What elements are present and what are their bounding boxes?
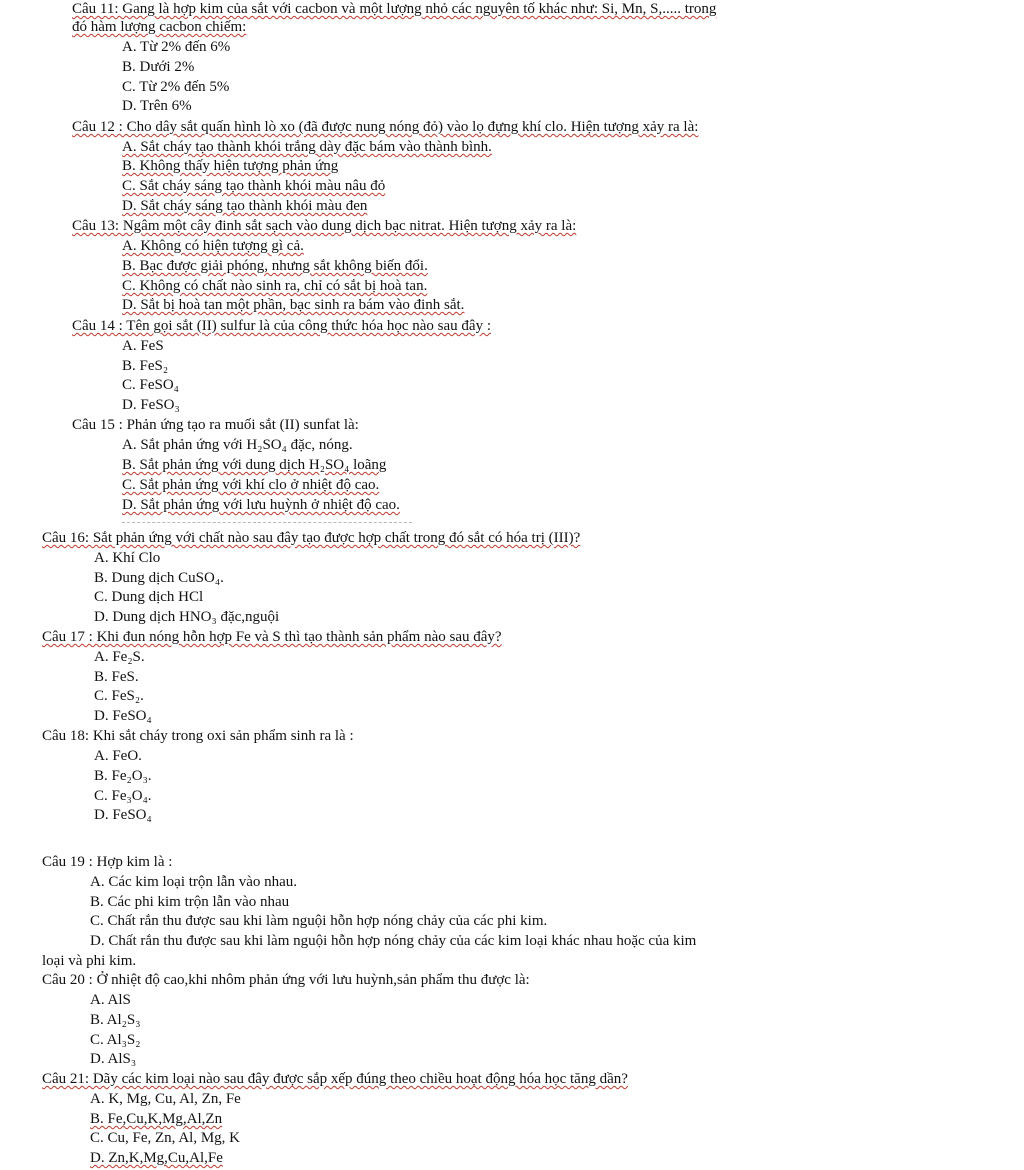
question-11-option-d: D. Trên 6% [122,98,192,114]
question-15-option-d: D. Sắt phản ứng với lưu huỳnh ở nhiệt độ cao. [122,497,400,513]
question-11-option-c: C. Từ 2% đến 5% [122,79,230,95]
question-18-option-b: B. Fe₂O₃. [94,768,152,784]
question-21-option-c: C. Cu, Fe, Zn, Al, Mg, K [90,1130,241,1146]
question-19-text: Câu 19 : Hợp kim là : [42,854,173,870]
question-16-option-c: C. Dung dịch HCl [94,589,204,605]
question-13-option-b: B. Bạc được giải phóng, nhưng sắt không biến đổi. [122,258,428,274]
question-12-option-b: B. Không thấy hiện tượng phản ứng [122,158,339,174]
question-12-text: Câu 12 : Cho dây sắt quấn hình lò xo (đã được nung nóng đỏ) vào lọ đựng khí clo. Hiện tượng xảy ra là: [72,119,699,135]
question-12-option-d: D. Sắt cháy sáng tạo thành khói màu đen [122,198,368,214]
question-21-option-b: B. Fe,Cu,K,Mg,Al,Zn [90,1111,223,1127]
question-17-option-a: A. Fe₂S. [94,649,145,665]
question-18-text: Câu 18: Khi sắt cháy trong oxi sản phẩm sinh ra là : [42,728,354,744]
question-21-option-d: D. Zn,K,Mg,Cu,Al,Fe [90,1150,223,1166]
question-15-option-b: B. Sắt phản ứng với dung dịch H₂SO₄ loãng [122,457,387,473]
question-19-option-c: C. Chất rắn thu được sau khi làm nguội hỗn hợp nóng chảy của các phi kim. [90,913,548,929]
question-19-option-d: D. Chất rắn thu được sau khi làm nguội hỗn hợp nóng chảy của các kim loại khác nhau hoặc của kim [90,933,697,949]
question-18-option-c: C. Fe₃O₄. [94,788,152,804]
question-16-option-d: D. Dung dịch HNO₃ đặc,nguội [94,609,280,625]
question-19-option-a: A. Các kim loại trộn lẫn vào nhau. [90,874,298,890]
question-14-option-c: C. FeSO₄ [122,377,179,393]
question-15-option-a: A. Sắt phản ứng với H₂SO₄ đặc, nóng. [122,437,353,453]
question-20-option-b: B. Al₂S₃ [90,1012,141,1028]
question-13-option-a: A. Không có hiện tượng gì cả. [122,238,304,254]
question-17-option-c: C. FeS₂. [94,688,144,704]
question-15-text: Câu 15 : Phản ứng tạo ra muối sắt (II) sunfat là: [72,417,359,433]
question-20-text: Câu 20 : Ở nhiệt độ cao,khi nhôm phản ứng với lưu huỳnh,sản phẩm thu được là: [42,972,530,988]
question-14-option-d: D. FeSO₃ [122,397,180,413]
question-11-text-cont: đó hàm lượng cacbon chiếm: [72,19,247,35]
question-17-option-d: D. FeSO₄ [94,708,152,724]
question-19-option-b: B. Các phi kim trộn lẫn vào nhau [90,894,290,910]
question-14-option-a: A. FeS [122,338,164,354]
question-11-option-a: A. Từ 2% đến 6% [122,39,231,55]
question-12-option-a: A. Sắt cháy tạo thành khói trắng dày đặc bám vào thành bình. [122,139,492,155]
question-15-option-c: C. Sắt phản ứng với khí clo ở nhiệt độ cao. [122,477,380,493]
question-13-text: Câu 13: Ngâm một cây đinh sắt sạch vào dung dịch bạc nitrat. Hiện tượng xảy ra là: [72,218,577,234]
question-21-option-a: A. K, Mg, Cu, Al, Zn, Fe [90,1091,241,1107]
question-16-option-a: A. Khí Clo [94,550,161,566]
question-14-option-b: B. FeS₂ [122,358,169,374]
question-16-text: Câu 16: Sắt phản ứng với chất nào sau đây tạo được hợp chất trong đó sắt có hóa trị (III)? [42,530,581,546]
divider [122,522,412,523]
question-17-option-b: B. FeS. [94,669,139,685]
question-21-text: Câu 21: Dãy các kim loại nào sau đây được sắp xếp đúng theo chiều hoạt động hóa học tăng dần? [42,1071,628,1087]
question-18-option-a: A. FeO. [94,748,142,764]
question-16-option-b: B. Dung dịch CuSO₄. [94,570,224,586]
question-14-text: Câu 14 : Tên gọi sắt (II) sulfur là của công thức hóa học nào sau đây : [72,318,491,334]
question-13-option-c: C. Không có chất nào sinh ra, chỉ có sắt bị hoà tan. [122,278,428,294]
question-12-option-c: C. Sắt cháy sáng tạo thành khói màu nâu đỏ [122,178,386,194]
question-18-option-d: D. FeSO₄ [94,807,152,823]
question-13-option-d: D. Sắt bị hoà tan một phần, bạc sinh ra bám vào đinh sắt. [122,297,465,313]
question-11-text: Câu 11: Gang là hợp kim của sắt với cacbon và một lượng nhỏ các nguyên tố khác như: Si, Mn, S,..... trong [72,1,717,17]
question-11-option-b: B. Dưới 2% [122,59,195,75]
question-20-option-d: D. AlS₃ [90,1051,137,1067]
question-19-option-d-cont: loại và phi kim. [42,953,137,969]
question-20-option-c: C. Al₃S₂ [90,1032,141,1048]
question-20-option-a: A. AlS [90,992,131,1008]
question-17-text: Câu 17 : Khi đun nóng hỗn hợp Fe và S thì tạo thành sản phẩm nào sau đây? [42,629,502,645]
